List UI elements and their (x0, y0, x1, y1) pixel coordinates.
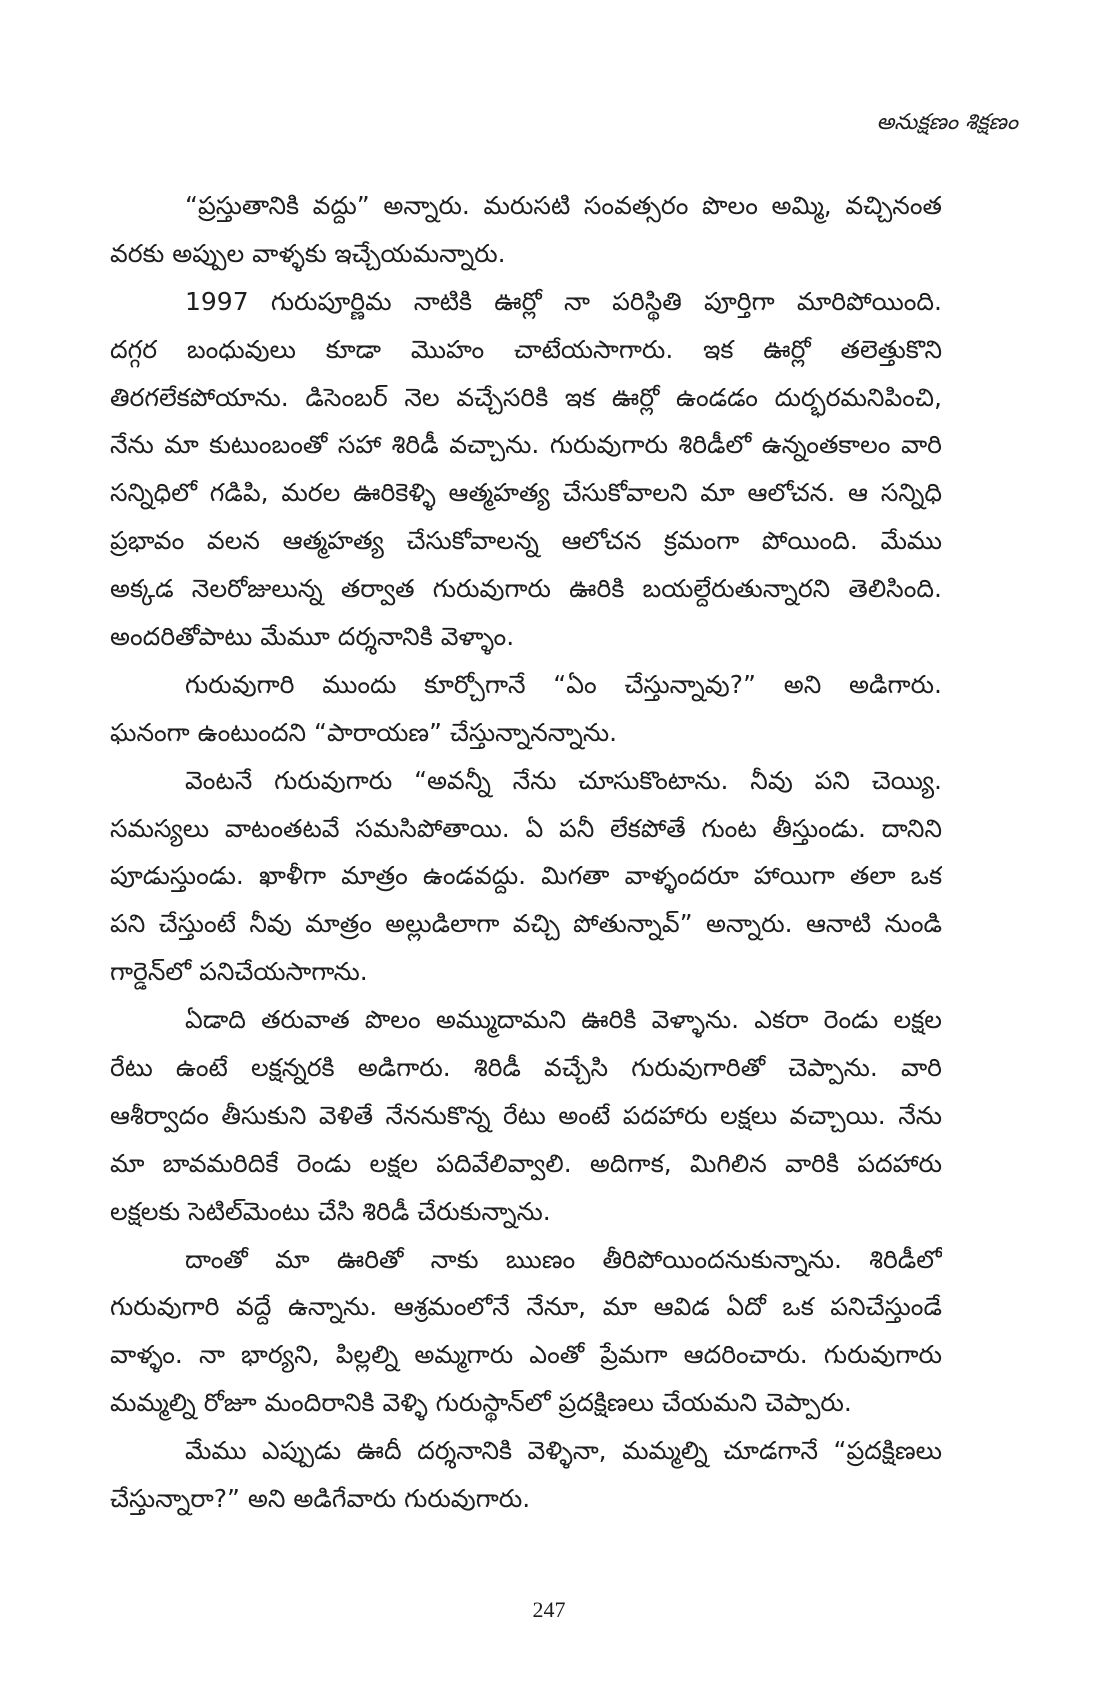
text-line: మా బావమరిదికే రెండు లక్షల పదివేలివ్వాలి. అదిగాక, మిగిలిన వారికి పదహారు (110, 1148, 942, 1178)
running-header: అనుక్షణం శిక్షణం (876, 110, 1018, 135)
text-line: రేటు ఉంటే లక్షన్నరకి అడిగారు. శిరిడీ వచ్చేసి గురువుగారితో చెప్పాను. వారి (110, 1053, 942, 1083)
text-line: 1997 గురుపూర్ణిమ నాటికి ఊర్లో నా పరిస్థితి పూర్తిగా మారిపోయింది. (185, 286, 942, 316)
paragraph (110, 757, 942, 996)
text-line: వాళ్ళం. నా భార్యని, పిల్లల్ని అమ్మగారు ఎంతో ప్రేమగా ఆదరించారు. గురువుగారు (110, 1340, 942, 1370)
paragraph (110, 661, 942, 757)
text-line: పూడుస్తుండు. ఖాళీగా మాత్రం ఉండవద్దు. మిగతా వాళ్ళందరూ హాయిగా తలా ఒక (110, 861, 942, 891)
text-line: ప్రభావం వలన ఆత్మహత్య చేసుకోవాలన్న ఆలోచన క్రమంగా పోయింది. మేము (110, 526, 942, 556)
paragraph (110, 1427, 942, 1523)
text-line: సమస్యలు వాటంతటవే సమసిపోతాయి. ఏ పనీ లేకపోతే గుంట తీస్తుండు. దానిని (110, 813, 942, 843)
text-line: అక్కడ నెలరోజులున్న తర్వాత గురువుగారు ఊరికి బయల్దేరుతున్నారని తెలిసింది. (110, 574, 942, 604)
paragraph (110, 278, 942, 661)
text-line: పని చేస్తుంటే నీవు మాత్రం అల్లుడిలాగా వచ్చి పోతున్నావ్” అన్నారు. ఆనాటి నుండి (110, 909, 942, 939)
text-line: మేము ఎప్పుడు ఊదీ దర్శనానికి వెళ్ళినా, మమ్మల్ని చూడగానే “ప్రదక్షిణలు (185, 1436, 942, 1466)
text-line: గార్డెన్‌లో పనిచేయసాగాను. (110, 957, 368, 987)
text-line: ఆశీర్వాదం తీసుకుని వెళితే నేననుకొన్న రేటు అంటే పదహారు లక్షలు వచ్చాయి. నేను (110, 1100, 942, 1130)
text-line: దాంతో మా ఊరితో నాకు ఋణం తీరిపోయిందనుకున్నాను. శిరిడీలో (185, 1244, 942, 1274)
text-line: దగ్గర బంధువులు కూడా మొహం చాటేయసాగారు. ఇక ఊర్లో తలెత్తుకొని (110, 334, 942, 364)
text-line: వరకు అప్పుల వాళ్ళకు ఇచ్చేయమన్నారు. (110, 238, 506, 268)
body-text (110, 182, 942, 1523)
text-line: సన్నిధిలో గడిపి, మరల ఊరికెళ్ళి ఆత్మహత్య చేసుకోవాలని మా ఆలోచన. ఆ సన్నిధి (110, 478, 942, 508)
text-line: లక్షలకు సెటిల్‌మెంటు చేసి శిరిడీ చేరుకున్నాను. (110, 1196, 551, 1226)
paragraph (110, 996, 942, 1235)
text-line: ఘనంగా ఉంటుందని “పారాయణ” చేస్తున్నానన్నాను. (110, 717, 618, 747)
text-line: “ప్రస్తుతానికి వద్దు” అన్నారు. మరుసటి సంవత్సరం పొలం అమ్మి, వచ్చినంత (185, 191, 942, 220)
text-line: నేను మా కుటుంబంతో సహా శిరిడీ వచ్చాను. గురువుగారు శిరిడీలో ఉన్నంతకాలం వారి (110, 430, 942, 460)
text-line: వెంటనే గురువుగారు “అవన్నీ నేను చూసుకొంటాను. నీవు పని చెయ్యి. (185, 765, 942, 795)
text-line: గురువుగారి వద్దే ఉన్నాను. ఆశ్రమంలోనే నేనూ, మా ఆవిడ ఏదో ఒక పనిచేస్తుండే (110, 1292, 942, 1322)
text-line: చేస్తున్నారా?” అని అడిగేవారు గురువుగారు. (110, 1484, 531, 1514)
text-line: గురువుగారి ముందు కూర్చోగానే “ఏం చేస్తున్నావు?” అని అడిగారు. (185, 669, 942, 699)
text-line: అందరితోపాటు మేమూ దర్శనానికి వెళ్ళాం. (110, 622, 515, 652)
paragraph (110, 182, 942, 278)
paragraph (110, 1236, 942, 1428)
text-line: తిరగలేకపోయాను. డిసెంబర్ నెల వచ్చేసరికి ఇక ఊర్లో ఉండడం దుర్భరమనిపించి, (110, 382, 942, 412)
text-line: ఏడాది తరువాత పొలం అమ్ముదామని ఊరికి వెళ్ళాను. ఎకరా రెండు లక్షల (185, 1005, 942, 1035)
text-line: మమ్మల్ని రోజూ మందిరానికి వెళ్ళి గురుస్థాన్‌లో ప్రదక్షిణలు చేయమని చెప్పారు. (110, 1388, 852, 1418)
page-number: 247 (532, 1597, 566, 1622)
